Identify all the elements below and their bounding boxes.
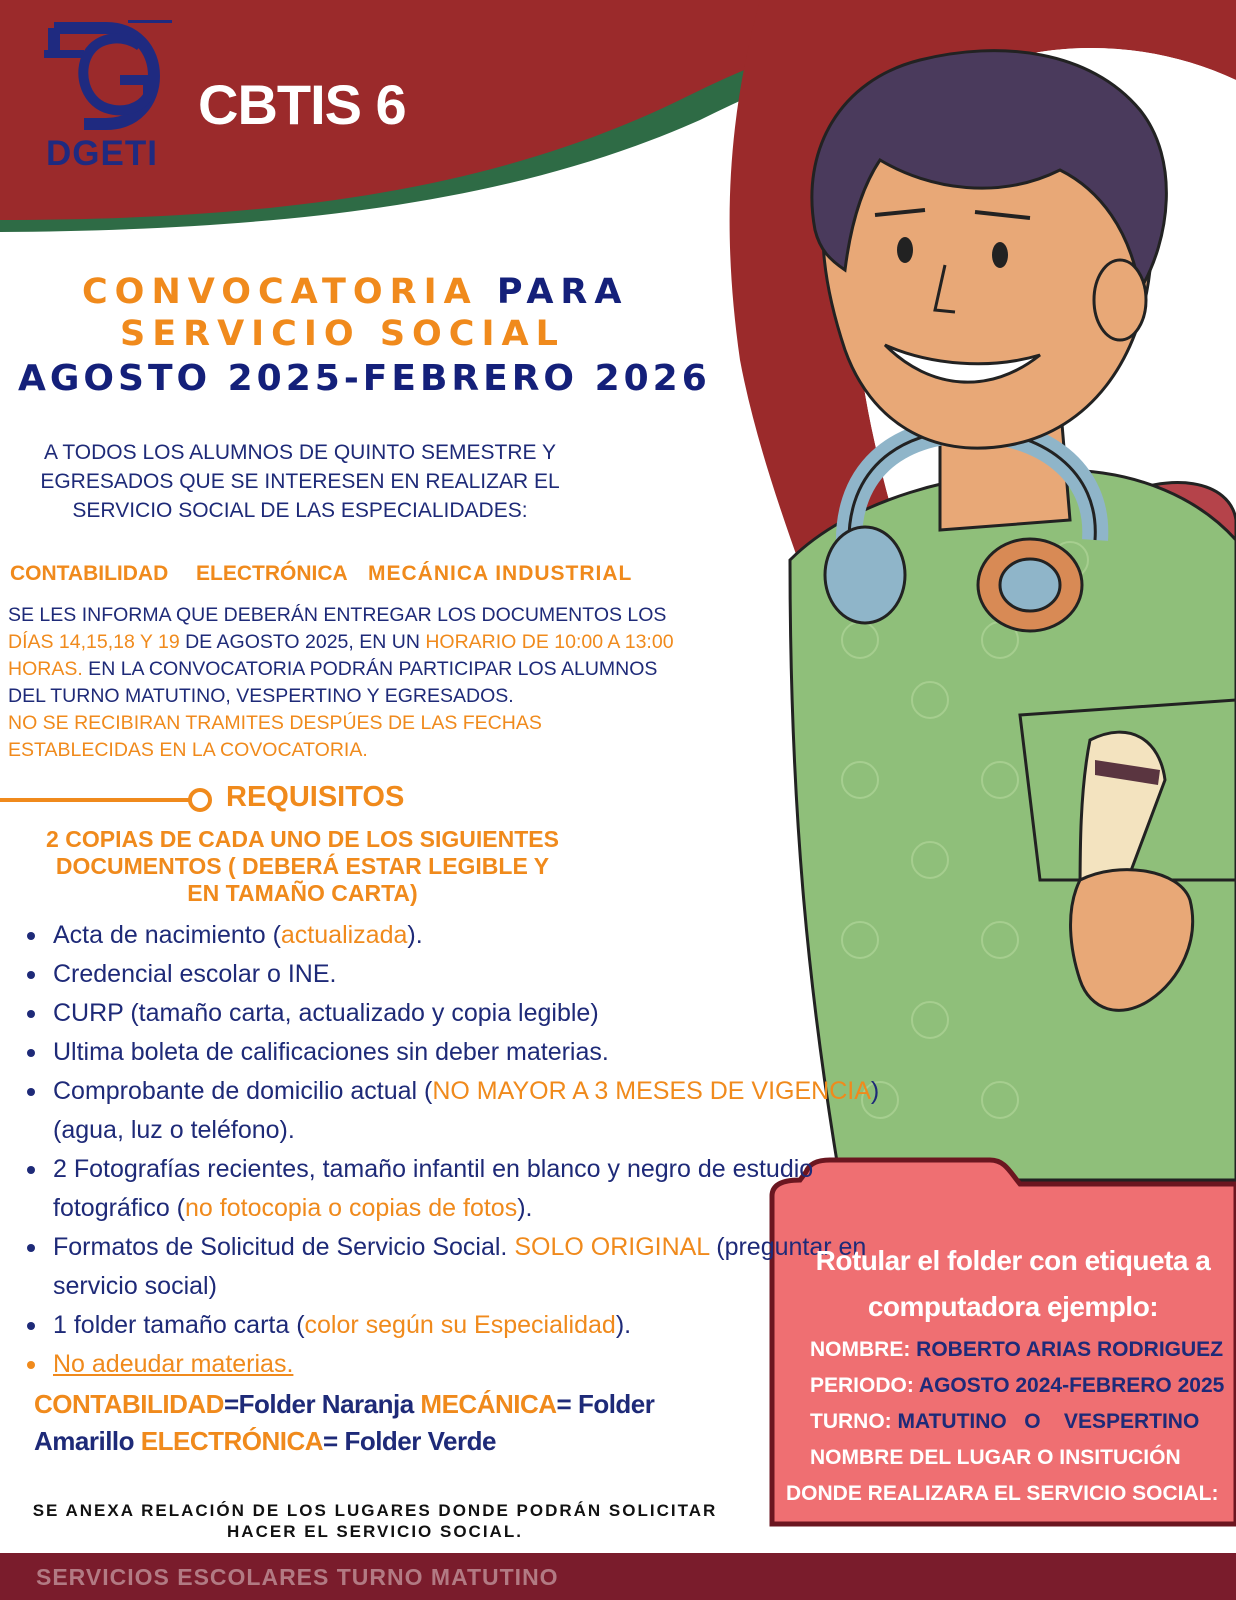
specialty-electronica: ELECTRÓNICA: [196, 562, 348, 585]
title-period: AGOSTO 2025-FEBRERO 2026: [18, 358, 711, 399]
label-periodo: PERIODO: AGOSTO 2024-FEBRERO 2025: [810, 1374, 1225, 1397]
info-paragraph: [8, 602, 688, 764]
requisitos-line: [0, 798, 192, 802]
info-text-2: DE AGOSTO 2025, EN UN: [179, 631, 426, 653]
anexa-note: SE ANEXA RELACIÓN DE LOS LUGARES DONDE PODRÁN SOLICITAR HACER EL SERVICIO SOCIAL.: [32, 1501, 718, 1541]
list-item: Formatos de Solicitud de Servicio Social. SOLO ORIGINAL (preguntar en servicio social): [24, 1228, 884, 1306]
info-text-3: EN LA CONVOCATORIA PODRÁN PARTICIPAR LOS ALUMNOS DEL TURNO MATUTINO, VESPERTINO Y EGRESADOS.: [8, 658, 658, 707]
school-name: CBTIS 6: [198, 73, 406, 136]
label-box-title: Rotular el folder con etiqueta a computadora ejemplo:: [815, 1245, 1211, 1322]
info-hours: HORARIO DE 10:00 A 13:00 HORAS.: [8, 631, 674, 680]
title-para: PARA: [496, 272, 629, 312]
list-item: Credencial escolar o INE.: [24, 955, 884, 994]
list-item: Comprobante de domicilio actual (NO MAYOR A 3 MESES DE VIGENCIA) (agua, luz o teléfono).: [24, 1072, 884, 1150]
folder-colors: CONTABILIDAD=Folder Naranja MECÁNICA= Folder Amarillo ELECTRÓNICA= Folder Verde: [34, 1389, 655, 1456]
intro-text: A TODOS LOS ALUMNOS DE QUINTO SEMESTRE Y EGRESADOS QUE SE INTERESEN EN REALIZAR EL SERVICIO SOCIAL DE LAS ESPECIALIDADES:: [40, 441, 560, 522]
specialty-contabilidad: CONTABILIDAD: [10, 562, 169, 585]
info-dates: DÍAS 14,15,18 Y 19: [8, 631, 180, 653]
specialty-mecanica: MECÁNICA INDUSTRIAL: [368, 562, 633, 585]
list-item-no-adeudar: No adeudar materias.: [24, 1345, 884, 1384]
title-line-1: [82, 272, 628, 312]
footer-text: SERVICIOS ESCOLARES TURNO MATUTINO: [36, 1564, 559, 1590]
label-nombre: NOMBRE: ROBERTO ARIAS RODRIGUEZ: [810, 1338, 1224, 1361]
label-turno: TURNO: MATUTINO O VESPERTINO: [810, 1410, 1200, 1433]
list-item: Ultima boleta de calificaciones sin deber materias.: [24, 1033, 884, 1072]
copies-note: 2 COPIAS DE CADA UNO DE LOS SIGUIENTES DOCUMENTOS ( DEBERÁ ESTAR LEGIBLE Y EN TAMAÑO CARTA): [46, 826, 559, 906]
info-text-1: SE LES INFORMA QUE DEBERÁN ENTREGAR LOS DOCUMENTOS LOS: [8, 604, 667, 626]
label-lugar-1: NOMBRE DEL LUGAR O INSITUCIÓN: [810, 1446, 1181, 1469]
list-item: Acta de nacimiento (actualizada).: [24, 916, 884, 955]
logo-text: DGETI: [46, 134, 158, 173]
list-item: 2 Fotografías recientes, tamaño infantil en blanco y negro de estudio fotográfico (no fotocopia o copias de fotos).: [24, 1150, 884, 1228]
list-item: 1 folder tamaño carta (color según su Especialidad).: [24, 1306, 884, 1345]
title-line-2: SERVICIO SOCIAL: [120, 314, 565, 354]
info-warning: NO SE RECIBIRAN TRAMITES DESPÚES DE LAS FECHAS ESTABLECIDAS EN LA COVOCATORIA.: [8, 712, 542, 761]
dgeti-logo: [44, 20, 172, 136]
label-lugar-2: DONDE REALIZARA EL SERVICIO SOCIAL:: [786, 1482, 1219, 1505]
requisitos-circle-icon: [188, 788, 212, 812]
requirements-list: [24, 916, 884, 1384]
title-convocatoria: CONVOCATORIA: [82, 272, 478, 312]
requisitos-heading: REQUISITOS: [226, 781, 405, 813]
list-item: CURP (tamaño carta, actualizado y copia legible): [24, 994, 884, 1033]
